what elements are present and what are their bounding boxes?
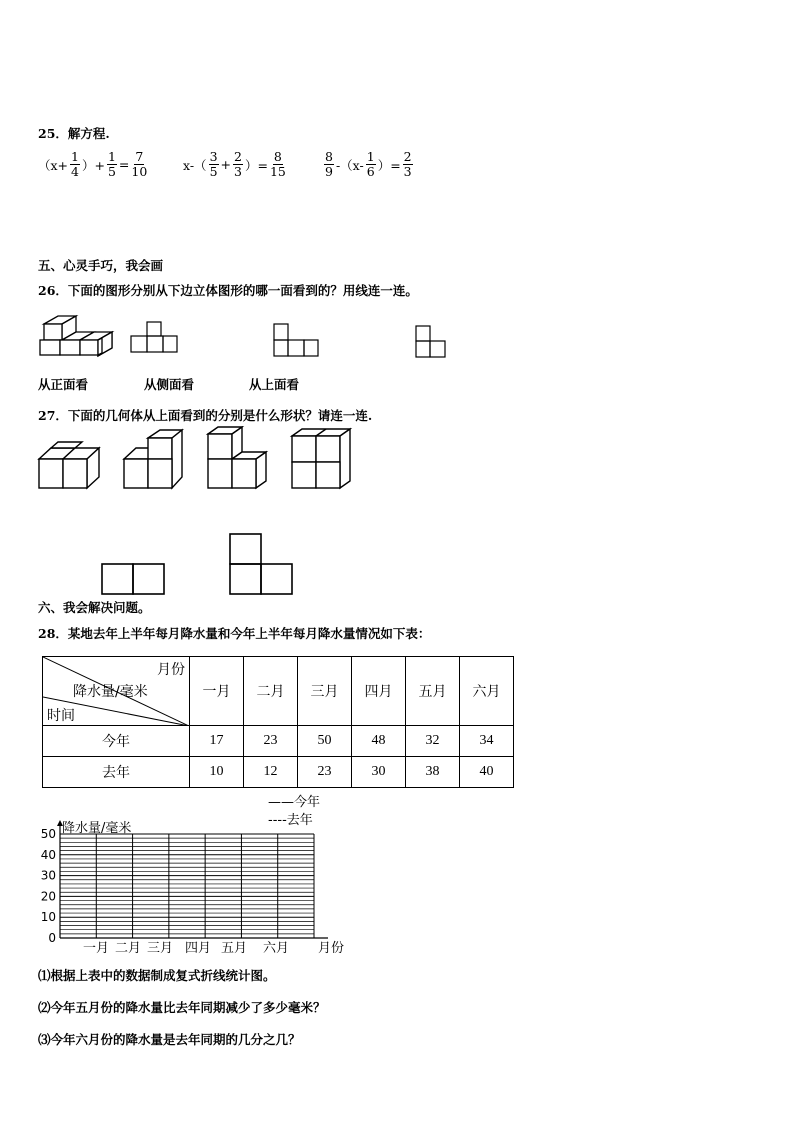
- eq2-f2-den: 3: [234, 164, 242, 179]
- month-header: 四月: [352, 657, 406, 726]
- table-row: [43, 757, 514, 788]
- q26-solid: [40, 316, 112, 356]
- eq1-f1-num: 1: [71, 149, 79, 164]
- table-cell: 10: [190, 757, 244, 788]
- y-axis-label: 降水量/毫米: [62, 821, 132, 836]
- section5-title: 五、心灵手巧，我会画: [38, 258, 164, 273]
- month-header: 五月: [406, 657, 460, 726]
- table-cell: 50: [298, 726, 352, 757]
- eq1-frac-1: [70, 150, 80, 179]
- y-tick-label: 40: [40, 847, 56, 862]
- x-tick-label: 五月: [220, 941, 248, 956]
- q26-view-b: [274, 324, 318, 356]
- legend-this-year: ——今年: [268, 795, 321, 810]
- corner-rain-label: 降水量/毫米: [73, 684, 148, 700]
- section6-title: 六、我会解决问题。: [38, 600, 151, 615]
- table-cell: 48: [352, 726, 406, 757]
- eq2-f3-num: 8: [273, 149, 282, 164]
- q27-solids: [36, 426, 356, 492]
- legend-last-year: ----去年: [268, 813, 313, 828]
- row-label: 今年: [43, 726, 190, 757]
- q27-view-b: [230, 534, 292, 594]
- eq2-f1-den: 5: [209, 164, 218, 179]
- eq2-f2-num: 2: [234, 149, 242, 164]
- x-axis-label: 月份: [318, 941, 345, 956]
- q26-label-top: 从上面看: [249, 377, 300, 392]
- q28-question-2: ⑵今年五月份的降水量比去年同期减少了多少毫米？: [38, 1000, 326, 1015]
- eq1-f2-den: 5: [107, 164, 116, 179]
- eq2-open: x-（: [183, 157, 207, 173]
- eq1-f1-den: 4: [71, 164, 79, 179]
- eq1-f3-den: 10: [131, 164, 148, 179]
- q27-view-a: [102, 564, 164, 594]
- q27-solid-2: [124, 430, 182, 488]
- equation-2: [183, 150, 288, 179]
- x-tick-label: 二月: [114, 941, 142, 956]
- eq3-frac-1: [324, 150, 334, 179]
- q26-label-side: 从侧面看: [144, 377, 195, 392]
- q27-title: 27．下面的几何体从上面看到的分别是什么形状？请连一连.: [38, 408, 373, 423]
- eq3-f3-den: 3: [403, 164, 412, 179]
- table-cell: 23: [298, 757, 352, 788]
- eq1-f2-num: 1: [107, 149, 116, 164]
- rainfall-line-chart: [30, 792, 350, 962]
- eq1-equals: =: [118, 157, 130, 172]
- q27-solid-1: [39, 442, 99, 488]
- q27-solid-4: [292, 429, 350, 488]
- table-header-row: [43, 657, 514, 726]
- month-header: 一月: [190, 657, 244, 726]
- table-row: [43, 726, 514, 757]
- q28-title: 28．某地去年上半年每月降水量和今年上半年每月降水量情况如下表：: [38, 626, 431, 641]
- x-tick-label: 三月: [146, 941, 174, 956]
- eq2-plus: +: [220, 157, 231, 172]
- eq3-f2-num: 1: [366, 149, 375, 164]
- corner-time-label: 时间: [47, 708, 75, 724]
- table-cell: 32: [406, 726, 460, 757]
- y-tick-label: 0: [48, 931, 56, 945]
- x-tick-label: 四月: [184, 941, 212, 956]
- q26-title: 26．下面的图形分别从下边立体图形的哪一面看到的？用线连一连。: [38, 283, 418, 298]
- table-cell: 12: [244, 757, 298, 788]
- eq1-f3-num: 7: [135, 149, 144, 164]
- q26-view-a: [131, 322, 177, 352]
- eq2-f3-den: 15: [269, 164, 286, 179]
- table-cell: 34: [460, 726, 514, 757]
- q26-view-c: [416, 326, 445, 357]
- eq1-frac-3: [131, 150, 147, 179]
- equation-3: [322, 150, 415, 179]
- table-cell: 40: [460, 757, 514, 788]
- eq2-frac-2: [233, 150, 243, 179]
- eq3-minus: -（x-: [335, 157, 364, 173]
- eq3-f1-den: 9: [325, 164, 333, 179]
- x-tick-label: 一月: [82, 941, 110, 956]
- eq3-close: ）=: [377, 157, 401, 173]
- month-header: 三月: [298, 657, 352, 726]
- equation-1: [38, 150, 149, 179]
- eq3-frac-3: [403, 150, 413, 179]
- table-corner-cell: [43, 657, 190, 726]
- eq3-f2-den: 6: [366, 164, 375, 179]
- y-tick-label: 10: [40, 910, 56, 925]
- y-tick-label: 20: [40, 889, 56, 904]
- q28-question-3: ⑶今年六月份的降水量是去年同期的几分之几？: [38, 1032, 301, 1047]
- eq2-close: ）=: [244, 157, 268, 173]
- eq3-f1-num: 8: [325, 149, 333, 164]
- eq1-open: （x+: [38, 157, 69, 173]
- table-cell: 38: [406, 757, 460, 788]
- q25-title: 25．解方程.: [38, 126, 110, 141]
- q26-label-front: 从正面看: [38, 377, 89, 392]
- rainfall-table-grid: [42, 656, 514, 788]
- eq2-f1-num: 3: [209, 149, 218, 164]
- q27-views: [100, 532, 300, 598]
- eq2-frac-1: [209, 150, 219, 179]
- table-cell: 17: [190, 726, 244, 757]
- eq1-mid: ）+: [81, 157, 105, 173]
- eq3-frac-2: [366, 150, 376, 179]
- rainfall-table: [42, 656, 514, 788]
- y-tick-label: 50: [40, 827, 56, 841]
- eq3-f3-num: 2: [403, 149, 412, 164]
- q27-solid-3: [208, 427, 266, 488]
- month-header: 六月: [460, 657, 514, 726]
- x-tick-label: 六月: [262, 941, 290, 956]
- eq2-frac-3: [270, 150, 286, 179]
- corner-month-label: 月份: [157, 662, 185, 678]
- table-cell: 30: [352, 757, 406, 788]
- row-label: 去年: [43, 757, 190, 788]
- y-tick-label: 30: [40, 868, 56, 883]
- eq1-frac-2: [107, 150, 117, 179]
- month-header: 二月: [244, 657, 298, 726]
- table-cell: 23: [244, 726, 298, 757]
- q28-question-1: ⑴根据上表中的数据制成复式折线统计图。: [38, 968, 276, 983]
- q26-figures: [36, 310, 456, 365]
